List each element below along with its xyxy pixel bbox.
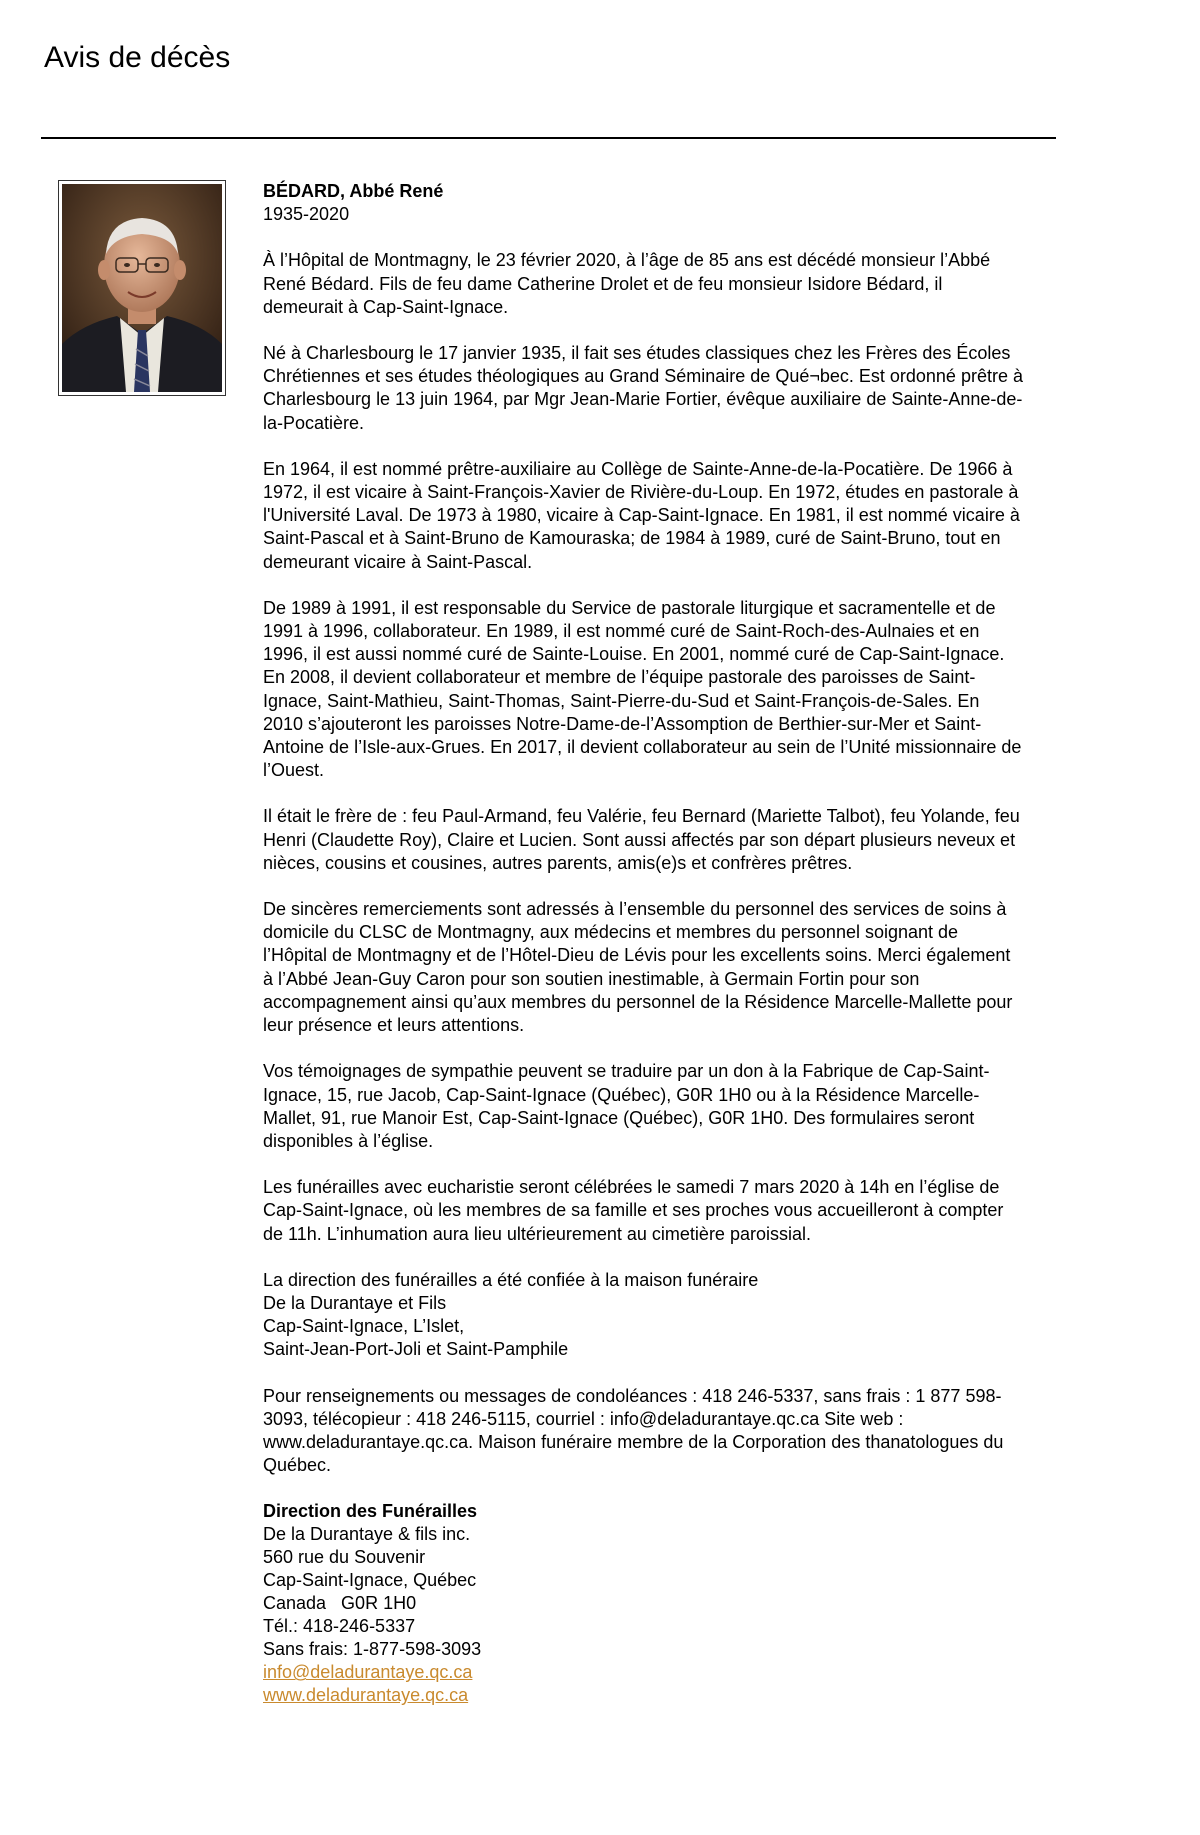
obituary-paragraph: Les funérailles avec eucharistie seront célébrées le samedi 7 mars 2020 à 14h en l’église de Cap-Saint-Ignace, où les membres de sa famille et ses proches vous accueilleront à compter de 11h. L’inhumation aura lieu ultérieurement au cimetière paroissial.	[263, 1177, 1004, 1244]
obituary-paragraph: Il était le frère de : feu Paul-Armand, feu Valérie, feu Bernard (Mariette Talbot), feu Yolande, feu Henri (Claudette Roy), Claire et Lucien. Sont aussi affectés par son départ plusieurs neveux et nièces, cousins et cousines, autres parents, amis(e)s et confrères prêtres.	[263, 806, 1020, 873]
life-years: 1935-2020	[263, 204, 350, 225]
portrait-frame	[58, 180, 226, 396]
contact-heading: Direction des Funérailles	[263, 1501, 478, 1522]
deceased-name: BÉDARD, Abbé René	[263, 181, 444, 201]
obituary-paragraph: Vos témoignages de sympathie peuvent se traduire par un don à la Fabrique de Cap-Saint-Ignace, 15, rue Jacob, Cap-Saint-Ignace (Québec), G0R 1H0 ou à la Résidence Marcelle-Mallet, 91, rue Manoir Est, Cap-Saint-Ignace (Québec), G0R 1H0. Des formulaires seront disponibles à l’église.	[263, 1061, 990, 1151]
contact-company: De la Durantaye & fils inc.	[263, 1524, 471, 1545]
obituary-paragraph: Né à Charlesbourg le 17 janvier 1935, il fait ses études classiques chez les Frères des Écoles Chrétiennes et ses études théologiques au Grand Séminaire de Qué¬bec. Est ordonné prêtre à Charlesbourg le 13 juin 1964, par Mgr Jean-Marie Fortier, évêque auxiliaire de Sainte-Anne-de-la-Pocatière.	[263, 343, 1023, 433]
page-title: Avis de décès	[44, 41, 231, 74]
contact-city: Cap-Saint-Ignace, Québec	[263, 1570, 477, 1591]
direction-line: Saint-Jean-Port-Joli et Saint-Pamphile	[263, 1339, 569, 1360]
obituary-content	[263, 180, 1023, 1707]
contact-email-link[interactable]: info@deladurantaye.qc.ca	[263, 1662, 473, 1683]
info-paragraph: Pour renseignements ou messages de condoléances : 418 246-5337, sans frais : 1 877 598-3093, télécopieur : 418 246-5115, courriel : info@deladurantaye.qc.ca Site web : www.deladurantaye.qc.ca. Maison funéraire membre de la Corporation des thanatologues du Québec.	[263, 1385, 1004, 1476]
contact-website-link[interactable]: www.deladurantaye.qc.ca	[263, 1685, 469, 1706]
contact-country-postal: Canada G0R 1H0	[263, 1593, 417, 1614]
contact-street: 560 rue du Souvenir	[263, 1547, 426, 1568]
funeral-direction-note	[263, 1269, 1023, 1362]
contact-toll-free: Sans frais: 1-877-598-3093	[263, 1639, 482, 1660]
direction-line: Cap-Saint-Ignace, L’Islet,	[263, 1316, 465, 1337]
obituary-paragraph: De sincères remerciements sont adressés à l’ensemble du personnel des services de soins à domicile du CLSC de Montmagny, aux médecins et membres du personnel soignant de l’Hôpital de Montmagny et de l’Hôtel-Dieu de Lévis pour les excellents soins. Merci également à l’Abbé Jean-Guy Caron pour son soutien inestimable, à Germain Fortin pour son accompagnement ainsi qu’aux membres du personnel de la Résidence Marcelle-Mallette pour leur présence et leurs attentions.	[263, 899, 1013, 1036]
funeral-home-contact	[263, 1500, 1023, 1707]
obituary-paragraph: De 1989 à 1991, il est responsable du Service de pastorale liturgique et sacramentelle et de 1991 à 1996, collaborateur. En 1989, il est nommé curé de Saint-Roch-des-Aulnaies et en 1996, il est aussi nommé curé de Sainte-Louise. En 2001, nommé curé de Cap-Saint-Ignace. En 2008, il devient collaborateur et membre de l’équipe pastorale des paroisses de Saint-Ignace, Saint-Mathieu, Saint-Thomas, Saint-Pierre-du-Sud et Saint-François-de-Sales. En 2010 s’ajouteront les paroisses Notre-Dame-de-l’Assomption de Berthier-sur-Mer et Saint-Antoine de l’Isle-aux-Grues. En 2017, il devient collaborateur au sein de l’Unité missionnaire de l’Ouest.	[263, 597, 1022, 781]
title-divider	[41, 137, 1056, 139]
direction-line: De la Durantaye et Fils	[263, 1292, 447, 1313]
obituary-paragraph: À l’Hôpital de Montmagny, le 23 février 2020, à l’âge de 85 ans est décédé monsieur l’Abbé René Bédard. Fils de feu dame Catherine Drolet et de feu monsieur Isidore Bédard, il demeurait à Cap-Saint-Ignace.	[263, 250, 991, 317]
obituary-paragraph: En 1964, il est nommé prêtre-auxiliaire au Collège de Sainte-Anne-de-la-Pocatière. De 1966 à 1972, il est vicaire à Saint-François-Xavier de Rivière-du-Loup. En 1972, études en pastorale à l'Université Laval. De 1973 à 1980, vicaire à Cap-Saint-Ignace. En 1981, il est nommé vicaire à Saint-Pascal et à Saint-Bruno de Kamouraska; de 1984 à 1989, curé de Saint-Bruno, tout en demeurant vicaire à Saint-Pascal.	[263, 458, 1020, 572]
direction-line: La direction des funérailles a été confiée à la maison funéraire	[263, 1269, 759, 1290]
contact-phone: Tél.: 418-246-5337	[263, 1616, 416, 1637]
portrait-photo	[62, 184, 222, 392]
